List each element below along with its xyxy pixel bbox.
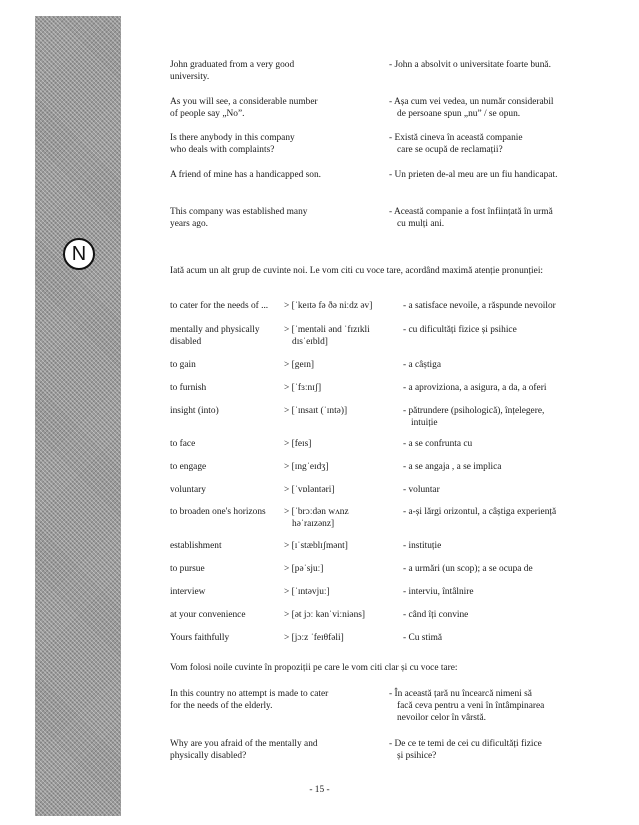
sentence-en-6: In this country no attempt is made to cater for the needs of the elderly. [170,689,329,711]
vocab-translation: - a-și lărgi orizontul, a câștiga experiență [403,507,557,517]
sentence-en-2: As you will see, a considerable number of people say „No”. [170,97,318,119]
sentence-en-3: Is there anybody in this company who deals with complaints? [170,133,295,155]
vocab-translation: - a urmări (un scop); a se ocupa de [403,564,533,574]
vocab-term: to broaden one's horizons [170,507,266,517]
vocab-pronunciation: > [ˈɪnsaɪt (ˈɪntə)] [284,406,348,416]
page-number: - 15 - [309,785,330,795]
vocab-term: to gain [170,360,196,370]
vocab-pronunciation: > [ˈvɒləntəri] [284,485,335,495]
sentence-ro-6: - În această țară nu încearcă nimeni să facă ceva pentru a veni în întâmpinarea nevoilor celor în vârstă. [389,689,545,723]
sentences-intro: Vom folosi noile cuvinte în propoziții pe care le vom citi clar și cu voce tare: [170,663,458,673]
sentence-ro-1: - John a absolvit o universitate foarte bună. [389,60,551,70]
sentence-en-7: Why are you afraid of the mentally and physically disabled? [170,739,318,761]
vocab-translation: - a satisface nevoile, a răspunde nevoilor [403,301,556,311]
sentence-ro-7: - De ce te temi de cei cu dificultăți fizice și psihice? [389,739,542,761]
section-n-badge: N [63,238,95,270]
vocab-term: at your convenience [170,610,246,620]
vocab-translation: - voluntar [403,485,440,495]
vocab-pronunciation: > [ˈmentəli ənd ˈfɪzɪkli dɪsˈeɪbld] [284,325,370,347]
vocab-pronunciation: > [jɔːz ˈfeɪθfəli] [284,633,344,643]
vocab-translation: - a se angaja , a se implica [403,462,502,472]
vocab-pronunciation: > [ˈbrɔːdən wʌnz həˈraɪzənz] [284,507,349,529]
vocab-pronunciation: > [geɪn] [284,360,315,370]
sentence-ro-4: - Un prieten de-al meu are un fiu handicapat. [389,170,558,180]
vocab-pronunciation: > [feɪs] [284,439,312,449]
vocab-term: establishment [170,541,222,551]
vocab-pronunciation: > [pəˈsjuː] [284,564,324,574]
vocab-term: to pursue [170,564,205,574]
vocab-translation: - a se confrunta cu [403,439,473,449]
vocab-term: to face [170,439,196,449]
vocab-pronunciation: > [ɪngˈeɪdʒ] [284,462,329,472]
sentence-ro-2: - Așa cum vei vedea, un număr considerabil de persoane spun „nu” / se opun. [389,97,554,119]
vocab-term: to cater for the needs of ... [170,301,269,311]
vocab-translation: - Cu stimă [403,633,443,643]
sentence-ro-5: - Această companie a fost înființată în urmă cu mulți ani. [389,207,553,229]
vocab-term: insight (into) [170,406,219,416]
vocab-term: interview [170,587,206,597]
vocab-translation: - a aproviziona, a asigura, a da, a oferi [403,383,547,393]
sentence-ro-3: - Există cineva în această companie care se ocupă de reclamații? [389,133,523,155]
vocab-translation: - a câștiga [403,360,441,370]
vocab-translation: - cu dificultăți fizice și psihice [403,325,517,335]
vocab-translation: - instituție [403,541,442,551]
vocab-translation: - interviu, întâlnire [403,587,474,597]
vocab-pronunciation: > [ɪˈstæblɪʃmənt] [284,541,348,551]
decorative-side-band [35,16,121,816]
vocab-term: voluntary [170,485,206,495]
sentence-en-1: John graduated from a very good university. [170,60,295,82]
vocab-term: Yours faithfully [170,633,230,643]
vocab-term: to engage [170,462,207,472]
vocab-pronunciation: > [ˈkeɪtə fə ðə niːdz əv] [284,301,373,311]
vocab-term: to furnish [170,383,207,393]
sentence-en-5: This company was established many years ago. [170,207,308,229]
sentence-en-4: A friend of mine has a handicapped son. [170,170,321,180]
vocab-term: mentally and physically disabled [170,325,260,347]
vocab-pronunciation: > [ˈɪntəvjuː] [284,587,330,597]
vocab-translation: - pătrundere (psihologică), înțelegere, intuiție [403,406,545,428]
vocab-pronunciation: > [ˈfɜːnɪʃ] [284,383,322,393]
vocab-pronunciation: > [ət jɔː kənˈviːniəns] [284,610,366,620]
vocabulary-intro: Iată acum un alt grup de cuvinte noi. Le vom citi cu voce tare, acordând maximă atenție pronunției: [170,266,544,276]
vocab-translation: - când îți convine [403,610,469,620]
